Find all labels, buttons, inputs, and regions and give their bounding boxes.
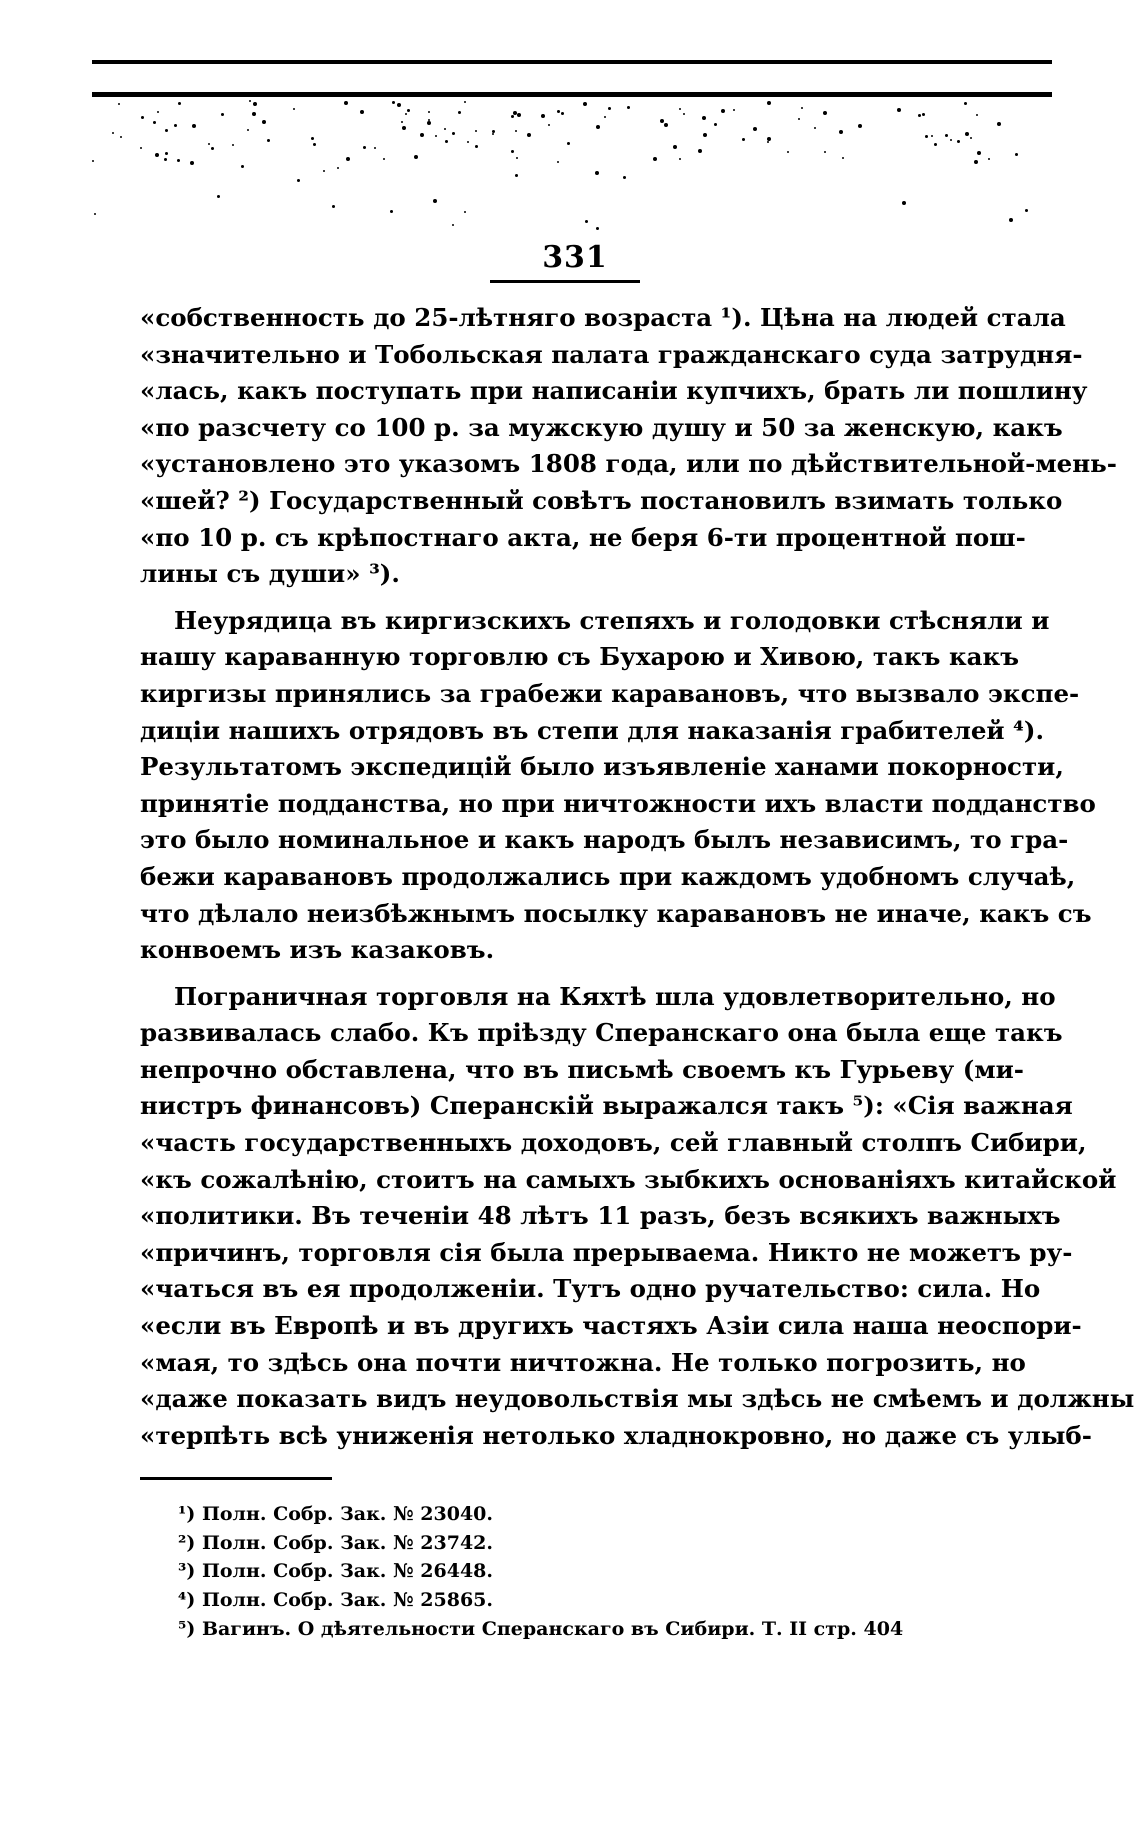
speck <box>164 158 167 161</box>
speck <box>721 109 725 113</box>
speck <box>383 158 385 160</box>
speck <box>444 128 446 130</box>
speck <box>976 114 978 116</box>
footnote-text: Полн. Собр. Зак. № 26448. <box>201 1560 494 1583</box>
speck <box>221 113 224 116</box>
speck <box>192 124 196 128</box>
speck <box>475 145 478 148</box>
speck <box>517 113 521 117</box>
speck <box>679 108 681 110</box>
speck <box>397 103 401 107</box>
text-line: «даже показать видъ неудовольствія мы здѣсь не смѣемъ и должны <box>140 1384 1135 1414</box>
paragraph-2 <box>140 603 1096 969</box>
speck <box>767 141 769 143</box>
speck <box>492 130 495 133</box>
speck <box>155 153 159 157</box>
text-line: «причинъ, торговля сія была прерываема. Никто не можетъ ру- <box>140 1237 1073 1267</box>
footnote-5 <box>178 1615 998 1644</box>
speck <box>604 116 606 118</box>
speck <box>332 205 335 208</box>
speck <box>157 111 159 113</box>
speck <box>346 157 350 161</box>
speck <box>414 155 418 159</box>
speck <box>970 137 972 139</box>
speck <box>714 123 717 126</box>
speck <box>698 149 702 153</box>
text-line: «значительно и Тобольская палата гражданскаго суда затрудня- <box>140 339 1083 369</box>
speck <box>464 101 466 103</box>
text-line: «часть государственныхъ доходовъ, сей главный столпъ Сибири, <box>140 1128 1087 1158</box>
speck <box>513 111 517 115</box>
speck <box>402 126 406 130</box>
footnote-marker: ⁵) <box>178 1617 196 1640</box>
speck <box>922 113 925 116</box>
body-text <box>140 300 1135 1454</box>
speck <box>405 113 407 115</box>
speck <box>957 140 960 143</box>
speck <box>190 161 194 165</box>
footnote-text: Вагинъ. О дѣятельности Сперанскаго въ Сибири. Т. II стр. 404 <box>201 1617 904 1640</box>
speck <box>267 139 270 142</box>
header-rule <box>92 60 1052 64</box>
footnote-text: Полн. Собр. Зак. № 25865. <box>201 1589 494 1612</box>
speck <box>452 132 455 135</box>
speck <box>858 124 862 128</box>
text-line: это было номинальное и какъ народъ былъ независимъ, то гра- <box>140 825 1069 855</box>
speck <box>902 201 906 205</box>
speck <box>452 224 454 226</box>
text-line: «собственность до 25-лѣтняго возраста ¹). Цѣна на людей стала <box>140 303 1066 332</box>
speck <box>515 174 518 177</box>
speck <box>241 165 244 168</box>
speck <box>925 135 928 138</box>
speck <box>733 109 735 111</box>
speck <box>390 210 393 213</box>
page-number-rule <box>490 280 640 283</box>
speck <box>516 157 518 159</box>
speck <box>92 160 94 162</box>
speck <box>467 141 469 143</box>
speck <box>918 114 921 117</box>
speck <box>1015 153 1018 156</box>
text-line: «чаться въ ея продолженіи. Тутъ одно ручательство: сила. Но <box>140 1274 1041 1304</box>
speck <box>679 158 681 160</box>
speck <box>174 124 177 127</box>
speck <box>433 199 437 203</box>
speck <box>945 134 948 137</box>
speck <box>541 114 545 118</box>
speck <box>548 124 550 126</box>
footnote-rule <box>140 1477 332 1480</box>
speck <box>374 147 376 149</box>
speck <box>660 119 664 123</box>
text-line: «лась, какъ поступать при написаніи купчихъ, брать ли пошлину <box>140 376 1088 406</box>
text-line: «терпѣть всѣ униженія нетолько хладнокровно, но даже съ улыб- <box>140 1420 1092 1450</box>
text-line: «по разсчету со 100 р. за мужскую душу и 50 за женскую, какъ <box>140 412 1063 442</box>
speck <box>475 130 477 132</box>
speck <box>420 133 424 137</box>
speck <box>702 116 706 120</box>
speck <box>249 100 251 102</box>
speck <box>965 132 969 136</box>
speck <box>360 110 364 114</box>
speck <box>297 179 300 182</box>
speck <box>311 137 314 140</box>
speck <box>458 111 461 114</box>
speck <box>262 120 266 124</box>
footnote-marker: ²) <box>178 1531 196 1554</box>
speck <box>596 227 599 230</box>
speck <box>178 102 181 105</box>
footnote-marker: ¹) <box>178 1503 196 1525</box>
speck <box>492 133 494 135</box>
speck <box>931 135 933 137</box>
speck <box>363 146 366 149</box>
speck <box>94 213 96 215</box>
speck <box>585 220 588 223</box>
speck <box>401 121 403 123</box>
speck <box>1009 218 1013 222</box>
paragraph-1 <box>140 300 1117 593</box>
text-line: бежи каравановъ продолжались при каждомъ удобномъ случаѣ, <box>140 861 1076 891</box>
text-line: «по 10 р. съ крѣпостнаго акта, не беря 6-ти процентной пош- <box>140 522 1026 552</box>
footnote-marker: ³) <box>178 1560 196 1583</box>
speck <box>595 171 599 175</box>
speck <box>839 130 843 134</box>
speck <box>407 109 410 112</box>
speck <box>787 151 789 153</box>
header-double-rule <box>92 92 1052 97</box>
speck <box>392 101 395 104</box>
speck <box>217 195 220 198</box>
speck <box>703 133 707 137</box>
speck <box>823 111 827 115</box>
speck <box>211 147 214 150</box>
text-line: непрочно обставлена, что въ письмѣ своемъ къ Гурьеву (ми- <box>140 1054 1024 1084</box>
text-line: принятіе подданства, но при ничтожности ихъ власти подданство <box>140 788 1096 818</box>
speck <box>293 108 295 110</box>
speck <box>464 211 466 213</box>
speck <box>247 129 249 131</box>
footnote-marker: ⁴) <box>178 1589 196 1612</box>
speck <box>950 139 952 141</box>
speck <box>515 130 517 132</box>
text-line: нистръ финансовъ) Сперанскій выражался такъ ⁵): «Сія важная <box>140 1091 1073 1121</box>
speck <box>798 118 800 120</box>
text-line: лины съ души» ³). <box>140 559 400 589</box>
footnote-3 <box>178 1557 998 1586</box>
speck <box>623 176 626 179</box>
speck <box>627 106 630 109</box>
text-line: «политики. Въ теченіи 48 лѣтъ 11 разъ, безъ всякихъ важныхъ <box>140 1201 1061 1231</box>
speck <box>842 157 844 159</box>
speck <box>428 119 430 121</box>
speck <box>344 101 348 105</box>
speck <box>814 127 816 129</box>
speck <box>252 112 256 116</box>
text-line: нашу караванную торговлю съ Бухарою и Хивою, такъ какъ <box>140 642 1019 672</box>
speck <box>140 147 142 149</box>
speck <box>445 140 448 143</box>
speck <box>337 167 339 169</box>
speck <box>974 160 978 164</box>
speck <box>1025 209 1028 212</box>
speck <box>165 129 168 132</box>
speck <box>801 107 803 109</box>
speck <box>112 132 114 134</box>
footnote-text: Полн. Собр. Зак. № 23742. <box>201 1531 494 1554</box>
speck <box>964 102 967 105</box>
speck <box>934 143 937 146</box>
text-line: «къ сожалѣнію, стоитъ на самыхъ зыбкихъ основаніяхъ китайской <box>140 1164 1117 1194</box>
speck <box>608 107 611 110</box>
speck <box>232 144 234 146</box>
speck <box>596 125 600 129</box>
speck <box>427 121 431 125</box>
speck <box>767 137 771 141</box>
text-line: диціи нашихъ отрядовъ въ степи для наказанія грабителей ⁴). <box>140 715 1044 745</box>
speck <box>511 115 514 118</box>
speck <box>742 138 745 141</box>
speck <box>141 116 144 119</box>
speck <box>165 152 168 155</box>
speck <box>177 159 180 162</box>
speck <box>323 170 325 172</box>
speck <box>561 112 564 115</box>
speck <box>527 133 531 137</box>
paragraph-3 <box>140 979 1135 1455</box>
footnote-1 <box>178 1500 998 1529</box>
page-number: 331 <box>542 240 608 275</box>
text-line: «шей? ²) Государственный совѣтъ постановилъ взимать только <box>140 485 1063 515</box>
speck <box>753 127 757 131</box>
speck <box>653 157 657 161</box>
speck <box>683 113 685 115</box>
speck <box>977 151 981 155</box>
speck <box>557 161 559 163</box>
speck <box>153 121 156 124</box>
footnote-text: Полн. Собр. Зак. № 23040. <box>201 1503 494 1525</box>
text-line: что дѣлало неизбѣжнымъ посылку каравановъ не иначе, какъ съ <box>140 898 1092 928</box>
scan-noise <box>92 100 1052 240</box>
speck <box>435 135 437 137</box>
footnote-2 <box>178 1529 998 1558</box>
speck <box>673 145 677 149</box>
speck <box>897 108 901 112</box>
text-line: киргизы принялись за грабежи каравановъ, что вызвало экспе- <box>140 678 1080 708</box>
text-line: «установлено это указомъ 1808 года, или по дѣйствительной-мень- <box>140 449 1117 479</box>
text-line: Результатомъ экспедицій было изъявленіе ханами покорности, <box>140 752 1064 782</box>
speck <box>557 110 560 113</box>
footnote-4 <box>178 1586 998 1615</box>
speck <box>567 142 570 145</box>
speck <box>997 122 1001 126</box>
speck <box>208 143 210 145</box>
speck <box>253 102 257 106</box>
speck <box>664 123 668 127</box>
speck <box>511 150 514 153</box>
text-line: «если въ Европѣ и въ другихъ частяхъ Азіи сила наша неоспори- <box>140 1311 1082 1341</box>
footnotes <box>178 1500 998 1644</box>
speck <box>583 102 587 106</box>
speck <box>118 103 120 105</box>
speck <box>988 158 990 160</box>
text-line: «мая, то здѣсь она почти ничтожна. Не только погрозить, но <box>140 1347 1026 1377</box>
speck <box>120 136 122 138</box>
speck <box>313 143 316 146</box>
text-line: Неурядица въ киргизскихъ степяхъ и голодовки стѣсняли и <box>174 605 1050 635</box>
text-line: конвоемъ изъ казаковъ. <box>140 935 495 965</box>
speck <box>767 101 771 105</box>
speck <box>824 151 826 153</box>
text-line: Пограничная торговля на Кяхтѣ шла удовлетворительно, но <box>174 981 1056 1011</box>
text-line: развивалась слабо. Къ пріѣзду Сперанскаго она была еще такъ <box>140 1018 1063 1048</box>
speck <box>428 111 430 113</box>
